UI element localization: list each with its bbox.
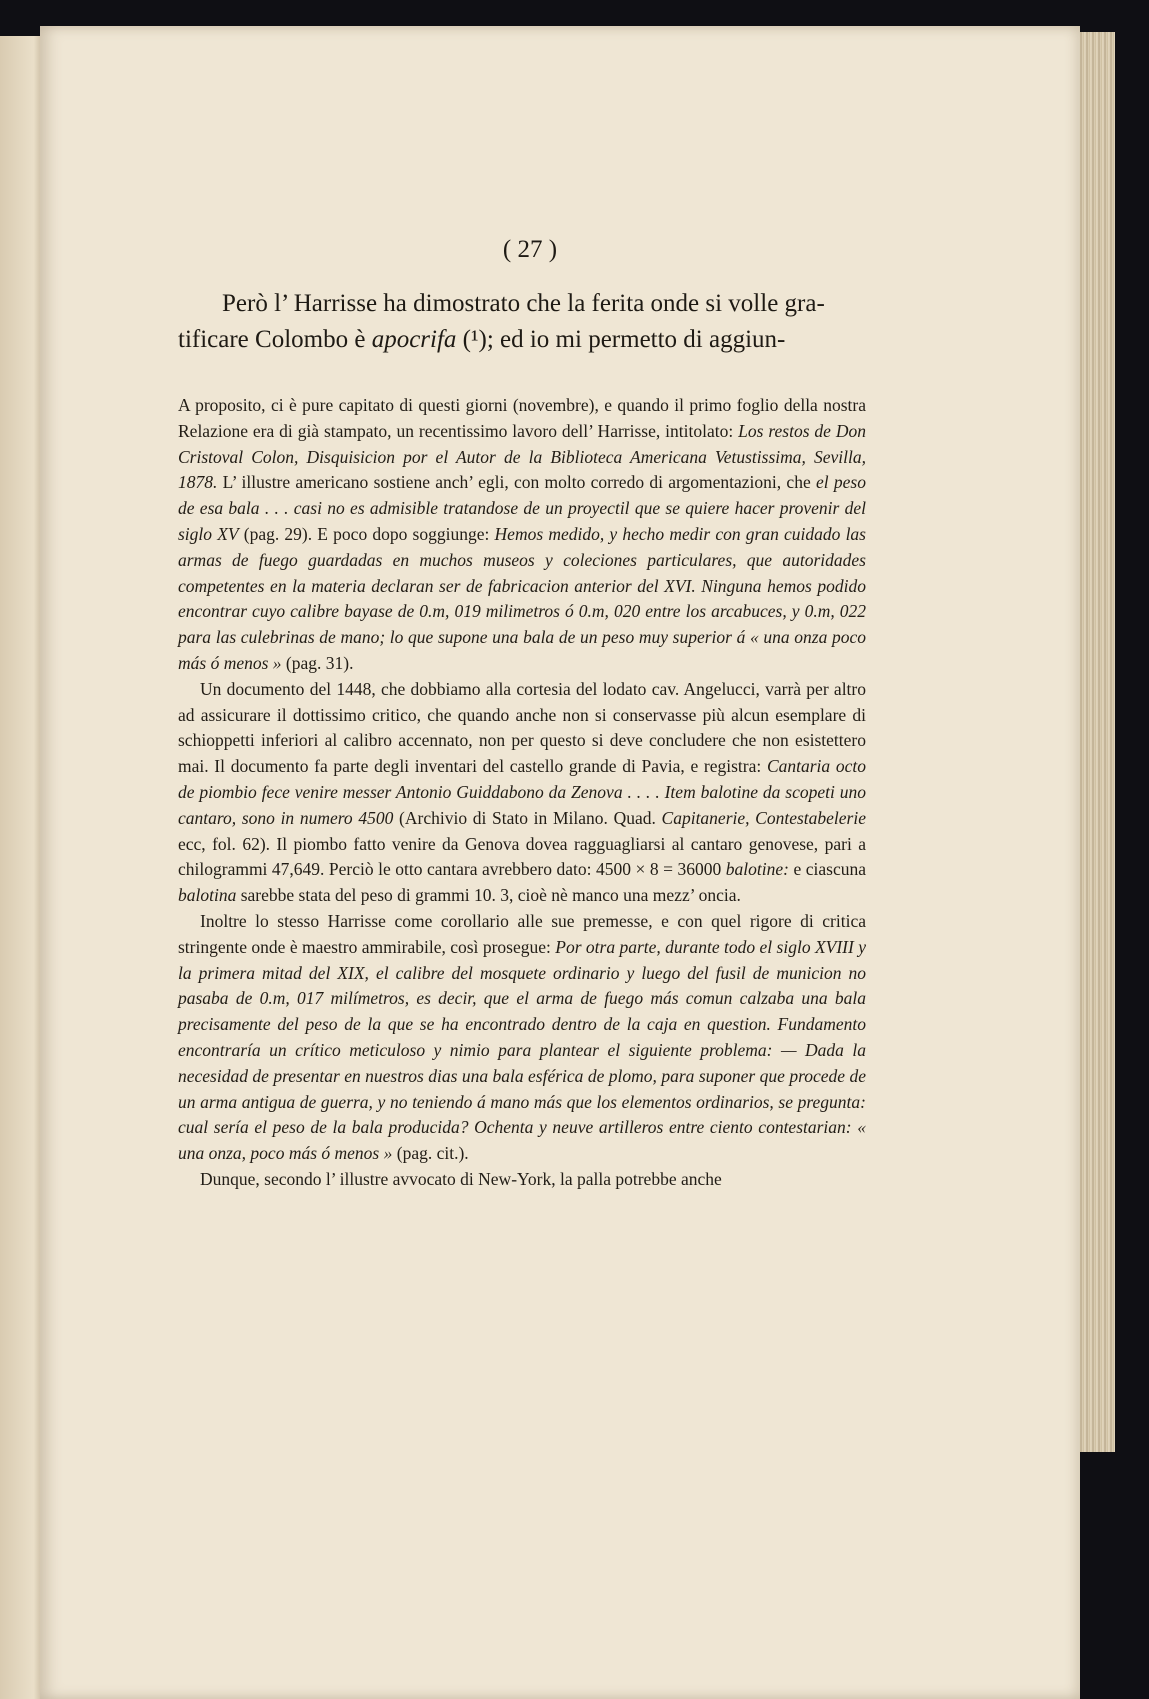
fn-text: sarebbe stata del peso di grammi 10. 3, cioè nè manco una mezz’ oncia. xyxy=(236,885,741,906)
fn-text: (pag. 31). xyxy=(281,652,354,673)
fn-text: ecc, fol. 62). Il piombo fatto venire da Genova dovea ragguagliarsi al cantaro genovese, pari a chilogrammi 47,649. Perciò le otto cantara avrebbero dato: 4500 × 8 = 36000 xyxy=(178,833,866,880)
fn-italic: Cantaria octo de piombio fece venire messer Antonio Guiddabono da Zenova . . . . Item balotine da scopeti uno cantaro, sono in numero 4500 xyxy=(178,756,866,828)
main-text-span: tificare Colombo è xyxy=(178,326,372,353)
footnote-paragraph-4: Dunque, secondo l’ illustre avvocato di New-York, la palla potrebbe anche xyxy=(200,1168,722,1189)
fn-italic: el peso de esa bala . . . casi no es admisible tratandose de un proyectil que se quiere hacer provenir del siglo XV xyxy=(178,472,866,544)
footnote xyxy=(178,393,866,1193)
main-text-italic: apocrifa xyxy=(371,326,457,353)
main-text xyxy=(178,286,858,358)
fn-text: (Archivio di Stato in Milano. Quad. xyxy=(393,807,662,828)
footnote-paragraph-1 xyxy=(178,393,866,677)
fn-text: A proposito, ci è pure capitato di questi giorni (novembre), e quando il primo foglio della nostra Relazione era di già stampato, un recentissimo lavoro dell’ Harrisse, intitolato: xyxy=(178,395,866,441)
fn-italic: Los restos de Don Cristoval Colon, Disquisicion por el Autor de la Biblioteca Americana Vetustissima, Sevilla, 1878. xyxy=(178,420,867,493)
fn-text: Un documento del 1448, che dobbiamo alla cortesia del lodato cav. Angelucci, varrà per altro ad assicurare il dottissimo critico, che quando anche non si conservasse più alcun esemplare di schioppetti inferiori al calibro accennato, non per questo si deve concludere che non esistettero mai. Il documento fa parte degli inventari del castello grande di Pavia, e registra: xyxy=(178,678,866,777)
footnote-paragraph-2 xyxy=(178,677,866,909)
fn-text: e ciascuna xyxy=(788,859,866,880)
main-text-span: (¹); ed io mi permetto di aggiun- xyxy=(456,326,786,353)
fn-text: (pag. cit.). xyxy=(392,1143,469,1164)
main-text-line-1: Però l’ Harrisse ha dimostrato che la ferita onde si volle gra- xyxy=(222,290,825,317)
footnote-paragraph-3 xyxy=(178,909,866,1167)
fn-italic: Por otra parte, durante todo el siglo XVIII y la primera mitad del XIX, el calibre del mosquete ordinario y luego del fusil de municion no pasaba de 0.m, 017 milímetros, es decir, que el arma de fuego más comun calzaba una bala precisamente del peso de la que se ha encontrado dentro de la caja en question. Fundamento encontraría un crítico meticuloso y nimio para plantear el siguiente problema: — Dada la necesidad de presentar en nuestros dias una bala esférica de plomo, para suponer que procede de un arma antigua de guerra, y no teniendo á mano más que los elementos ordinarios, se pregunta: cual sería el peso de la bala producida? Ochenta y neuve artilleros entre ciento contestarian: « una onza, poco más ó menos » xyxy=(178,936,866,1164)
fn-text: L’ illustre americano sostiene anch’ egli, con molto corredo di argomentazioni, che xyxy=(217,472,816,493)
fn-text: Inoltre lo stesso Harrisse come corollario alle sue premesse, e con quel rigore di critica stringente onde è maestro ammirabile, così prosegue: xyxy=(178,910,866,957)
book-page xyxy=(40,26,1080,1699)
page-number: ( 27 ) xyxy=(502,236,558,263)
main-text-line-2 xyxy=(178,322,858,358)
fn-italic: Capitanerie, Contestabelerie xyxy=(661,807,866,828)
fn-italic: balotine: xyxy=(725,859,789,880)
fn-italic: balotina xyxy=(178,885,237,906)
fn-italic: Hemos medido, y hecho medir con gran cuidado las armas de fuego guardadas en muchos museos y coleciones particulares, que autoridades competentes en la materia declaran ser de fabricacion anterior del XVI. Ninguna hemos podido encontrar cuyo calibre bayase de 0.m, 019 milimetros ó 0.m, 020 entre los arcabuces, y 0.m, 022 para las culebrinas de mano; lo que supone una bala de un peso muy superior á « una onza poco más ó menos » xyxy=(178,523,866,673)
fn-text: (pag. 29). E poco dopo soggiunge: xyxy=(238,523,495,544)
